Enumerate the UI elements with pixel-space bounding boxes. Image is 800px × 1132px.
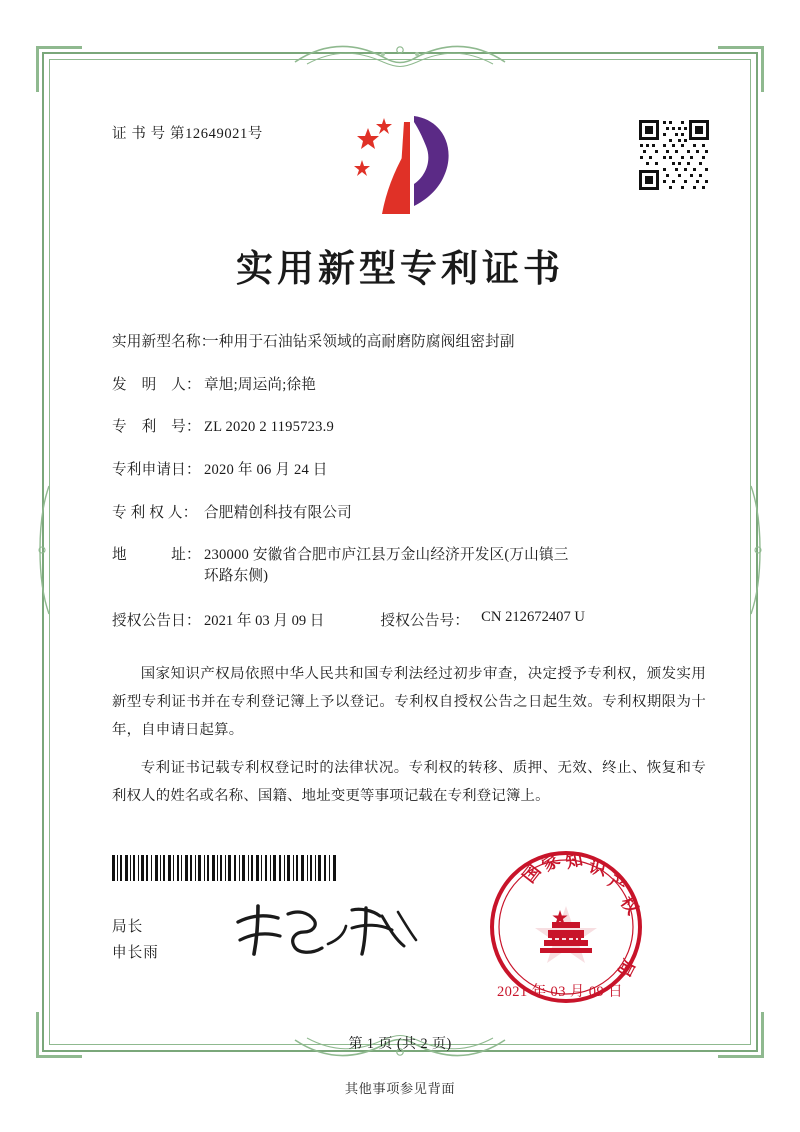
cnipa-logo-icon (352, 110, 458, 222)
field-patent-number (112, 417, 712, 438)
field-grant-announcement (112, 609, 712, 630)
svg-text:产: 产 (604, 871, 630, 898)
handwritten-signature-icon (232, 900, 422, 962)
corner-ornament-top-left (36, 46, 82, 92)
label-application-date: 专利申请日： (112, 461, 201, 478)
value-address-line2: 环路东侧) (204, 568, 269, 585)
label-grant-number: 授权公告号： (380, 613, 470, 630)
flourish-right-icon (741, 480, 767, 620)
value-patent-number: ZL 2020 2 1195723.9 (204, 419, 334, 436)
svg-text:识: 识 (586, 857, 608, 881)
field-address (112, 545, 712, 587)
svg-text:局: 局 (612, 955, 639, 981)
certificate-number: 证 书 号 第12649021号 (112, 126, 263, 142)
value-grant-date: 2021 年 03 月 09 日 (204, 613, 325, 630)
label-inventor: 发 明 人： (112, 376, 201, 393)
svg-text:国: 国 (519, 861, 546, 888)
value-patentee: 合肥精创科技有限公司 (204, 504, 352, 521)
signature-title-label: 局长 (112, 919, 144, 935)
flourish-left-icon (33, 480, 59, 620)
barcode-icon (112, 855, 340, 881)
page-indicator: 第 1 页 (共 2 页) (348, 1036, 452, 1052)
label-utility-model-name: 实用新型名称： (112, 334, 216, 350)
page-title: 实用新型专利证书 (236, 246, 564, 290)
flourish-top-icon (285, 38, 515, 72)
label-patent-number: 专 利 号： (112, 419, 201, 436)
corner-ornament-top-right (718, 46, 764, 92)
signature-block (112, 915, 159, 966)
paragraph-1: 国家知识产权局依照中华人民共和国专利法经过初步审查，决定授予专利权，颁发实用新型专利证书并在专利登记簿上予以登记。专利权自授权公告之日起生效。专利权期限为十年，自申请日起算。 (112, 666, 706, 739)
legal-text-block (112, 660, 706, 820)
value-application-date: 2020 年 06 月 24 日 (204, 461, 328, 478)
svg-text:知: 知 (563, 850, 585, 873)
label-patentee: 专 利 权 人： (112, 504, 198, 521)
certificate-fields (112, 332, 712, 640)
field-inventor (112, 375, 712, 396)
value-utility-model-name: 一种用于石油钻采领域的高耐磨防腐阀组密封副 (204, 334, 515, 350)
value-inventor: 章旭;周运尚;徐艳 (204, 376, 317, 393)
value-address-line1: 230000 安徽省合肥市庐江县万金山经济开发区(万山镇三 (204, 547, 569, 564)
paragraph-2: 专利证书记载专利权登记时的法律状况。专利权的转移、质押、无效、终止、恢复和专利权人的姓名或名称、国籍、地址变更等事项记载在专利登记簿上。 (112, 760, 706, 805)
signature-name-label: 申长雨 (112, 944, 159, 961)
svg-text:权: 权 (615, 893, 643, 919)
footer-note: 其他事项参见背面 (344, 1081, 456, 1096)
field-patentee (112, 503, 712, 524)
value-grant-number: CN 212672407 U (481, 609, 585, 626)
field-application-date (112, 460, 712, 481)
seal-date: 2021 年 03 月 09 日 (497, 984, 624, 1000)
qr-code-icon (637, 118, 711, 192)
field-utility-model-name (112, 332, 712, 353)
label-address: 地 址： (112, 547, 201, 564)
label-grant-date: 授权公告日： (112, 613, 201, 630)
svg-text:家: 家 (538, 850, 564, 877)
